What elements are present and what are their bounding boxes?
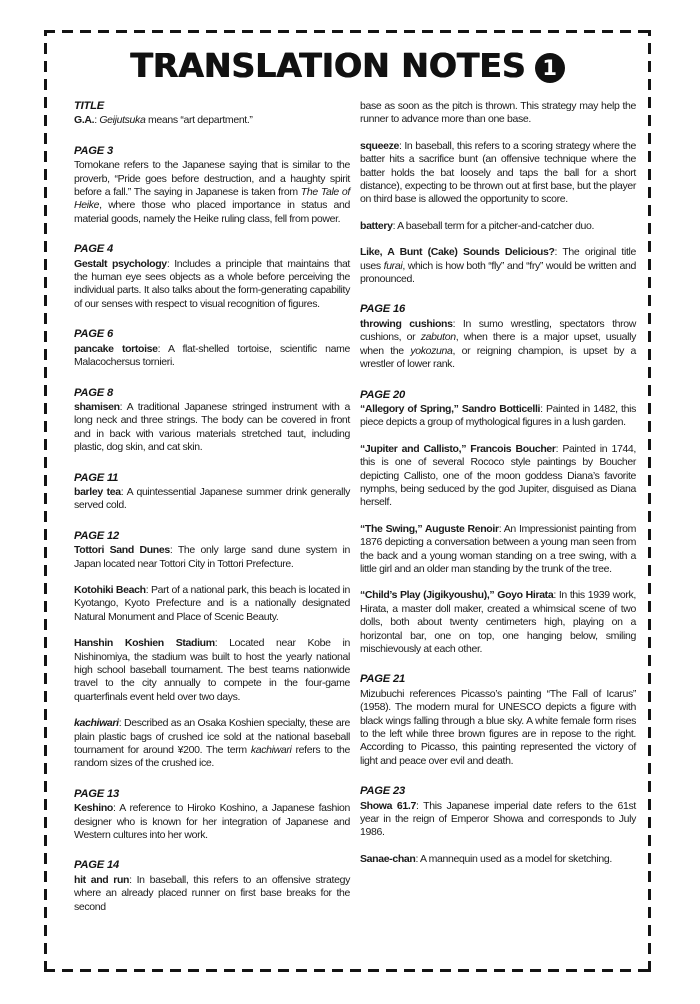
text-segment: G.A. [74, 114, 95, 127]
text-segment: pancake tortoise [74, 342, 158, 355]
note-paragraph [74, 584, 350, 624]
text-segment: : This Japanese imperial date refers to the 61st year in the reign of Emperor Showa and corresponds to July 1986. [360, 799, 636, 839]
text-segment: : In baseball, this refers to an offensive strategy where an already placed runner on first base breaks for the second [74, 873, 350, 913]
note-paragraph [74, 114, 350, 127]
text-segment: Geijutsuka [99, 114, 146, 127]
text-segment: refers to the random sizes of the crushed ice. [74, 744, 351, 770]
text-segment: zabuton [420, 331, 456, 344]
note-paragraph [360, 853, 636, 866]
text-segment: yokozuna [410, 344, 453, 357]
text-segment: kachiwari [74, 717, 119, 730]
text-segment: : In sumo wrestling, spectators throw cushions, or [360, 317, 636, 344]
text-segment: base as soon as the pitch is thrown. This strategy may help the runner to advance more than one base. [360, 100, 636, 126]
text-segment: battery [360, 219, 393, 232]
text-segment: : In this 1939 work, Hirata, a master doll maker, created a whimsical scene of two dolls, both about twenty centimeters high, playing on a horizontal bar, one on top, one hanging below, smiling mischievously at each other. [360, 589, 636, 655]
text-segment: : Painted in 1482, this piece depicts a group of mythological figures in a lush garden. [360, 402, 636, 429]
dashed-border-frame [44, 30, 651, 972]
section-header: PAGE 11 [74, 471, 119, 484]
text-segment: means “art department.” [145, 114, 253, 127]
text-segment: “The Swing,” Auguste Renoir [360, 522, 499, 535]
note-paragraph [360, 688, 636, 768]
text-segment: : A quintessential Japanese summer drink generally served cold. [74, 485, 351, 512]
text-segment: Keshino [74, 802, 113, 815]
note-paragraph [360, 800, 636, 840]
note-paragraph [360, 403, 636, 430]
text-segment: Gestalt psychology [74, 257, 167, 270]
note-paragraph [74, 802, 350, 842]
text-segment: “Child’s Play (Jigikyoushu),” Goyo Hirata [360, 589, 554, 602]
text-segment: hit and run [74, 873, 130, 886]
text-segment: Like, A Bunt (Cake) Sounds Delicious? [360, 246, 555, 259]
text-segment: : A traditional Japanese stringed instrument with a long neck and three strings. The body can be covered in front and in back with various materials stretched taut, including plastic, dog skin, and cat skin. [74, 400, 350, 454]
note-paragraph [74, 874, 350, 914]
text-segment: Showa 61.7 [360, 799, 416, 812]
section-header: PAGE 21 [360, 673, 406, 686]
text-segment: Kotohiki Beach [74, 583, 146, 596]
section-header: PAGE 6 [74, 328, 114, 341]
text-segment: Tottori Sand Dunes [74, 544, 170, 557]
text-segment: “Jupiter and Callisto,” Francois Boucher [360, 442, 556, 455]
text-segment: kachiwari [250, 744, 292, 757]
text-segment: : A reference to Hiroko Koshino, a Japanese fashion designer who is known for her integration of Japanese and Western cultures into her work. [74, 802, 350, 842]
text-segment: : Part of a national park, this beach is located in Kyotango, Kyoto Prefecture and is a nationally designated Natural Monument and Place of Scenic Beauty. [74, 583, 351, 623]
note-paragraph [360, 100, 636, 127]
note-paragraph [74, 717, 350, 771]
text-segment: : An Impressionist painting from 1876 depicting a conversation between a young man seen from the back and a young woman standing on a tree swing, with a little girl and an older man standing by the trunk of the tree. [360, 522, 636, 575]
note-paragraph [74, 401, 350, 455]
note-paragraph [74, 486, 350, 513]
text-segment: Sanae-chan [360, 852, 416, 865]
note-paragraph [360, 443, 636, 510]
right-column [360, 100, 636, 927]
note-paragraph [360, 523, 636, 577]
text-segment: Tomokane refers to the Japanese saying that is similar to the proverb, “Pride goes before destruction, and a haughty spirit before a fall.” The saying in Japanese is taken from [74, 159, 350, 199]
note-paragraph [74, 159, 350, 226]
text-segment: squeeze [360, 139, 399, 152]
page-title [44, 46, 651, 86]
text-segment: , or reigning champion, is upset by a wrestler of lower rank. [360, 344, 636, 371]
note-paragraph [360, 246, 636, 286]
text-segment: : In baseball, this refers to a scoring strategy where the batter hits a sacrifice bunt (an offensive technique where the batter holds the bat loosely and taps the ball for a short distance), expecting to be thrown out at first base, but the player on third base is allowed the opportunity to score. [360, 139, 636, 206]
text-segment: : A mannequin used as a model for sketching. [415, 852, 612, 865]
section-header: PAGE 16 [360, 303, 406, 316]
note-paragraph [74, 258, 350, 312]
text-segment: barley tea [74, 485, 121, 498]
text-segment: : Includes a principle that maintains that the human eye sees objects as a whole before perceiving the individual parts. It also talks about the form-generating capability of our senses with respect to visual recognition of figures. [74, 257, 350, 310]
note-paragraph [74, 343, 350, 370]
section-header: PAGE 20 [360, 388, 406, 401]
page-title-text: TRANSLATION NOTES [130, 46, 526, 85]
section-header: PAGE 23 [360, 785, 406, 798]
text-segment: : A flat-shelled tortoise, scientific name Malacochersus tornieri. [74, 342, 350, 369]
note-paragraph [74, 544, 350, 571]
text-segment: , which is how both “fly” and “fry” would be written and pronounced. [360, 259, 636, 286]
text-segment: furai [383, 259, 403, 272]
section-header: TITLE [74, 100, 105, 112]
note-paragraph [74, 637, 350, 704]
text-segment: : The only large sand dune system in Japan located near Tottori City in Tottori Prefecture. [74, 544, 350, 570]
note-paragraph [360, 140, 636, 207]
text-segment: “Allegory of Spring,” Sandro Botticelli [360, 402, 541, 415]
text-segment: : A baseball term for a pitcher-and-catcher duo. [392, 219, 595, 232]
section-header: PAGE 8 [74, 386, 114, 399]
text-segment: Mizubuchi references Picasso’s painting “The Fall of Icarus” (1958). The modern mural for UNESCO depicts a figure with black wings falling through a blue sky. A white female form rises to the left while three brown figures are in repose to the right. According to Picasso, this painting represented the victory of light and peace over evil and death. [360, 687, 636, 767]
note-paragraph [360, 589, 636, 656]
text-segment: , where those who placed importance in status and material goods, namely the Heike ruling class, fell from power. [74, 199, 350, 225]
section-header: PAGE 13 [74, 787, 120, 800]
text-segment: Hanshin Koshien Stadium [74, 637, 215, 650]
text-segment: shamisen [74, 400, 120, 413]
note-paragraph [360, 318, 636, 372]
text-segment: The Tale of Heike [74, 186, 350, 212]
section-header: PAGE 12 [74, 529, 120, 542]
section-header: PAGE 14 [74, 859, 120, 872]
left-column [74, 100, 350, 927]
text-segment: : Described as an Osaka Koshien specialty, these are plain plastic bags of crushed ice sold at the national baseball tournament for around ¥200. The term [74, 717, 350, 757]
section-header: PAGE 4 [74, 243, 114, 256]
text-segment: : Located near Kobe in Nishinomiya, the stadium was built to host the yearly national high school baseball tournament. The best teams nationwide travel to the city annually to compete in the four-game quarterfinals event held over two days. [74, 637, 351, 703]
section-header: PAGE 3 [74, 144, 114, 157]
circled-one-icon: 1 [535, 53, 565, 83]
text-segment: throwing cushions [360, 317, 453, 330]
text-segment: : Painted in 1744, this is one of several Rococo style paintings by Boucher depicting Callisto, one of the moon goddess Diana’s favorite nymphs, being seduced by the god Jupiter, disguised as Diana herself. [360, 442, 636, 509]
text-segment: : The original title uses [360, 246, 637, 272]
notes-columns [44, 86, 651, 927]
text-segment: : [94, 114, 100, 127]
text-segment: , when there is a major upset, usually when the [360, 331, 636, 357]
note-paragraph [360, 220, 636, 233]
